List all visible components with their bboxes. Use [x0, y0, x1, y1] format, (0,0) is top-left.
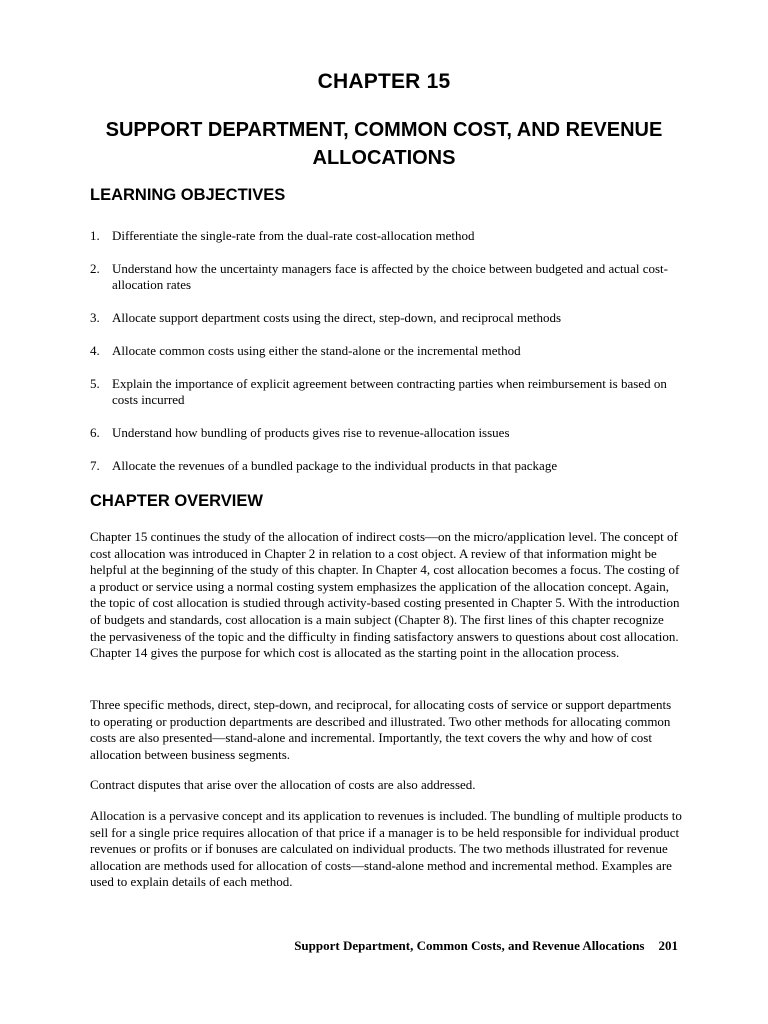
- chapter-title: SUPPORT DEPARTMENT, COMMON COST, AND REVENUE ALLOCATIONS: [105, 119, 663, 169]
- objective-item-4: [90, 343, 690, 359]
- objective-item-6: [90, 425, 690, 441]
- overview-paragraph: Contract disputes that arise over the allocation of costs are also addressed.: [90, 777, 476, 792]
- chapter-overview-heading: CHAPTER OVERVIEW: [90, 492, 263, 510]
- overview-paragraph: Three specific methods, direct, step-down, and reciprocal, for allocating costs of service or support departments to operating or production departments are described and illustrated. Two other methods for allocating common costs are also presented—stand-alone and incremental. Importantly, the text covers the why and how of cost allocation between business segments.: [90, 697, 672, 762]
- objective-text: Allocate support department costs using the direct, step-down, and reciprocal methods: [112, 310, 562, 325]
- objective-number: 2.: [90, 261, 100, 276]
- objective-text: Allocate the revenues of a bundled package to the individual products in that package: [112, 458, 558, 473]
- page-footer: [294, 938, 678, 954]
- overview-paragraph: Allocation is a pervasive concept and its application to revenues is included. The bundling of multiple products to sell for a single price requires allocation of that price if a manager is to be held responsible for individual product revenues or profits or if bonuses are calculated on individual products. The two methods illustrated for revenue allocation are methods used for allocation of costs—stand-alone method and incremental method. Examples are used to explain details of each method.: [90, 808, 682, 890]
- objective-number: 6.: [90, 425, 100, 440]
- objective-item-2: [90, 261, 690, 293]
- objective-item-5: [90, 376, 690, 408]
- learning-objectives-heading: LEARNING OBJECTIVES: [90, 186, 286, 204]
- objective-text: Understand how the uncertainty managers face is affected by the choice between budgeted and actual cost-allocation rates: [112, 261, 668, 292]
- objective-number: 1.: [90, 228, 100, 243]
- objective-number: 3.: [90, 310, 100, 325]
- objective-item-3: [90, 310, 690, 326]
- objective-number: 7.: [90, 458, 100, 473]
- objective-number: 4.: [90, 343, 100, 358]
- objective-text: Understand how bundling of products gives rise to revenue-allocation issues: [112, 425, 510, 440]
- objective-text: Explain the importance of explicit agreement between contracting parties when reimbursement is based on costs incurred: [112, 376, 667, 407]
- objective-text: Differentiate the single-rate from the dual-rate cost-allocation method: [112, 228, 475, 243]
- objective-item-1: [90, 228, 690, 244]
- page-number: 201: [658, 938, 678, 953]
- overview-paragraph: Chapter 15 continues the study of the allocation of indirect costs—on the micro/application level. The concept of cost allocation was introduced in Chapter 2 in relation to a cost object. A review of that information might be helpful at the beginning of the study of this chapter. In Chapter 4, cost allocation becomes a focus. The costing of a product or service using a normal costing system emphasizes the application of the allocation concept. Again, the topic of cost allocation is studied through activity-based costing presented in Chapter 5. With the introduction of budgets and standards, cost allocation is a main subject (Chapter 8). The first lines of this chapter recognize the pervasiveness of the topic and the difficulty in finding satisfactory answers to questions about cost allocation. Chapter 14 gives the purpose for which cost is allocated as the starting point in the allocation process.: [90, 529, 680, 661]
- objective-text: Allocate common costs using either the stand-alone or the incremental method: [112, 343, 521, 358]
- objective-item-7: [90, 458, 690, 474]
- objective-number: 5.: [90, 376, 100, 391]
- chapter-number: CHAPTER 15: [317, 70, 451, 93]
- running-title: Support Department, Common Costs, and Revenue Allocations: [294, 938, 645, 953]
